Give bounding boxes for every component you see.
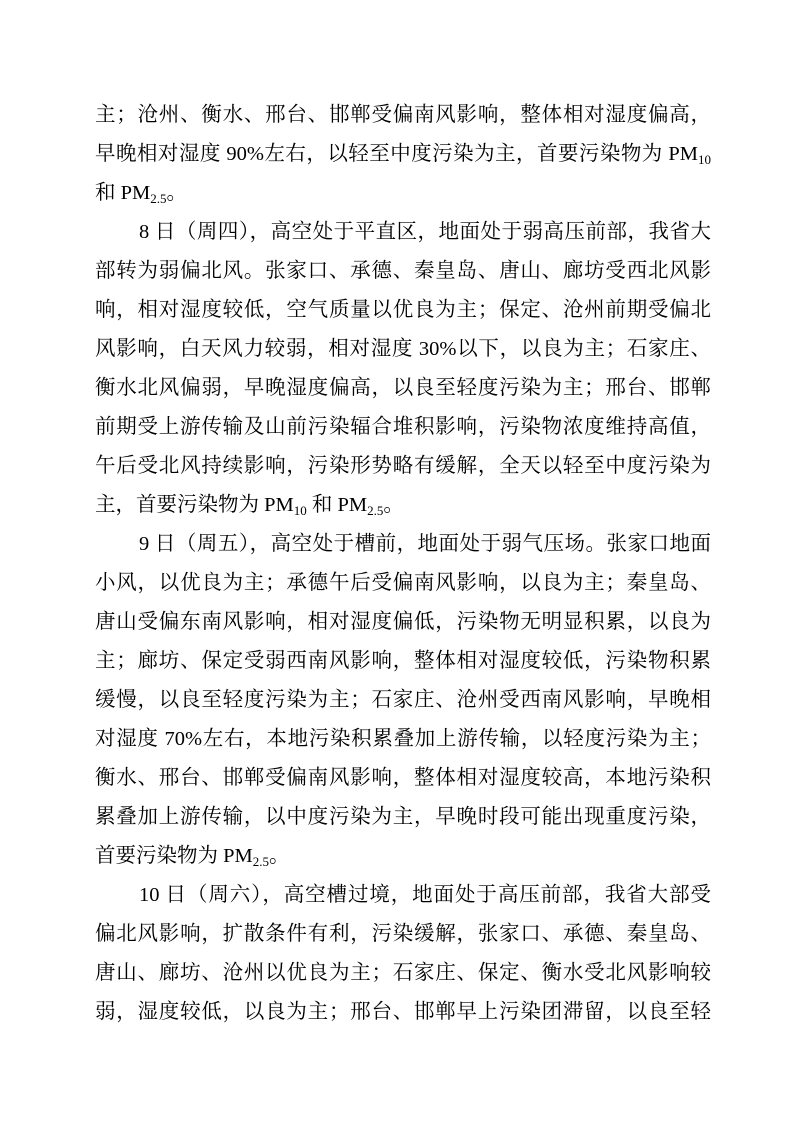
paragraph-day8	[95, 213, 711, 525]
text-line: 唐山受偏东南风影响，相对湿度偏低，污染物无明显积累，以良为	[95, 611, 711, 633]
text-line: 弱，湿度较低，以良为主；邢台、邯郸早上污染团滞留，以良至轻	[95, 1001, 711, 1023]
text-line: 衡水北风偏弱，早晚湿度偏高，以良至轻度污染为主；邢台、邯郸	[95, 377, 711, 399]
text-line: 主；廊坊、保定受弱西南风影响，整体相对湿度较低，污染物积累	[95, 650, 711, 672]
paragraph-day10	[95, 876, 711, 1032]
text-line: 10 日（周六），高空槽过境，地面处于高压前部，我省大部受	[139, 884, 711, 906]
text-line: 主，首要污染物为 $PM_{10}$ 和 $PM_{2.5}$。	[95, 494, 404, 518]
text-line: 唐山、廊坊、沧州以优良为主；石家庄、保定、衡水受北风影响较	[95, 962, 711, 984]
text-line: 9 日（周五），高空处于槽前，地面处于弱气压场。张家口地面	[139, 533, 711, 555]
text-line: 衡水、邢台、邯郸受偏南风影响，整体相对湿度较高，本地污染积	[95, 767, 711, 789]
paragraph-continuation	[95, 96, 711, 213]
text-line: 缓慢，以良至轻度污染为主；石家庄、沧州受西南风影响，早晚相	[95, 689, 711, 711]
text-line: 前期受上游传输及山前污染辐合堆积影响，污染物浓度维持高值，	[95, 416, 711, 438]
text-line: 首要污染物为 $PM_{2.5}$。	[95, 845, 290, 869]
text-line: 偏北风影响，扩散条件有利，污染缓解，张家口、承德、秦皇岛、	[95, 923, 711, 945]
paragraph-day9	[95, 525, 711, 876]
text-line: 午后受北风持续影响，污染形势略有缓解，全天以轻至中度污染为	[95, 455, 711, 477]
text-line: 部转为弱偏北风。张家口、承德、秦皇岛、唐山、廊坊受西北风影	[95, 260, 711, 282]
text-line: 小风，以优良为主；承德午后受偏南风影响，以良为主；秦皇岛、	[95, 572, 711, 594]
text-line: 和 $PM_{2.5}$。	[95, 182, 188, 206]
text-line: 风影响，白天风力较弱，相对湿度 30%以下，以良为主；石家庄、	[95, 338, 711, 360]
text-line: 早晚相对湿度 90%左右，以轻至中度污染为主，首要污染物为 $PM_{10}$	[95, 143, 711, 167]
document-text-block	[95, 96, 711, 1032]
text-line: 响，相对湿度较低，空气质量以优良为主；保定、沧州前期受偏北	[95, 299, 711, 321]
text-line: 8 日（周四），高空处于平直区，地面处于弱高压前部，我省大	[139, 221, 711, 243]
text-line: 对湿度 70%左右，本地污染积累叠加上游传输，以轻度污染为主；	[95, 728, 711, 750]
text-line: 累叠加上游传输，以中度污染为主，早晚时段可能出现重度污染，	[95, 806, 711, 828]
text-line: 主；沧州、衡水、邢台、邯郸受偏南风影响，整体相对湿度偏高，	[95, 104, 711, 126]
